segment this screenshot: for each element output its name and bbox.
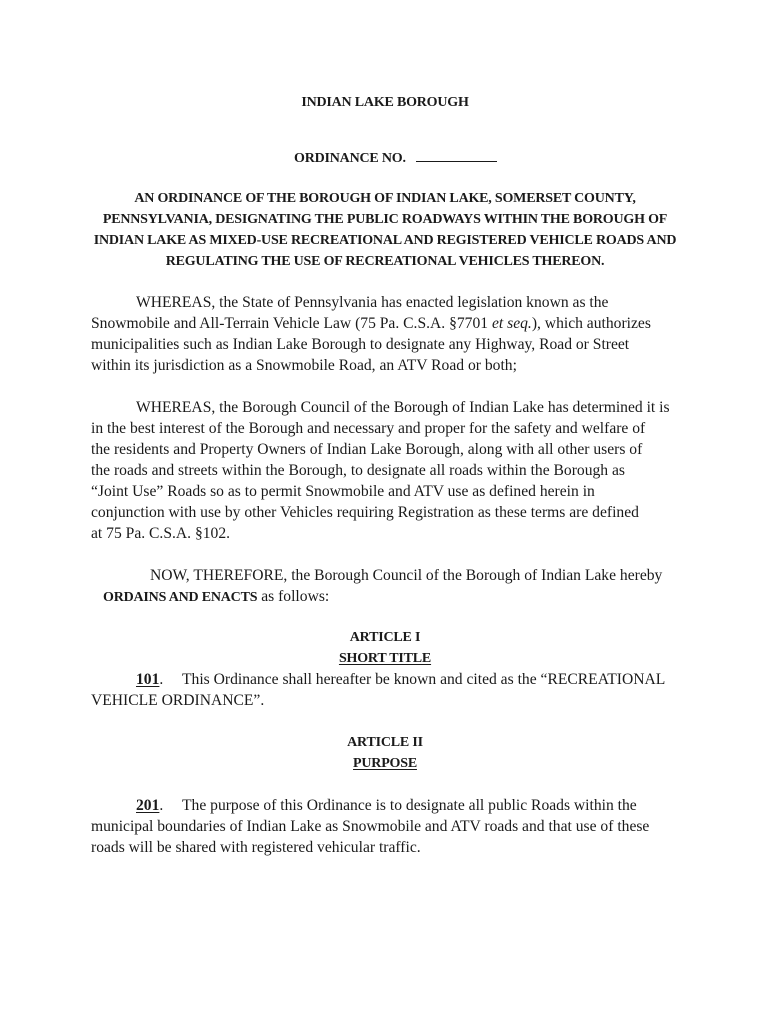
- article-1-heading: SHORT TITLE: [338, 650, 432, 666]
- text-line: municipalities such as Indian Lake Borough to designate any Highway, Road or Street: [91, 335, 630, 353]
- text-segment: The purpose of this Ordinance is to designate all public Roads within the: [182, 796, 637, 814]
- ordains-and-enacts-bold: ORDAINS AND ENACTS: [103, 589, 258, 605]
- text-line: “Joint Use” Roads so as to permit Snowmobile and ATV use as defined herein in: [91, 482, 595, 500]
- document-title: INDIAN LAKE BOROUGH: [301, 95, 469, 110]
- heading-line-2: PENNSYLVANIA, DESIGNATING THE PUBLIC ROADWAYS WITHIN THE BOROUGH OF: [102, 212, 668, 227]
- text-line: WHEREAS, the Borough Council of the Borough of Indian Lake has determined it is: [136, 398, 670, 416]
- text-line: at 75 Pa. C.S.A. §102.: [91, 524, 231, 542]
- text-segment: ), which authorizes: [531, 314, 651, 332]
- text-line: [91, 586, 731, 607]
- section-number: [136, 669, 182, 690]
- text-line: [91, 795, 731, 816]
- ordinance-number-blank: [416, 147, 497, 162]
- section-101: [91, 669, 731, 711]
- ordinance-heading: [0, 188, 770, 272]
- section-number-punct: .: [159, 796, 164, 814]
- text-line: municipal boundaries of Indian Lake as Snowmobile and ATV roads and that use of these: [91, 817, 650, 835]
- heading-line-4: REGULATING THE USE OF RECREATIONAL VEHICLES THEREON.: [165, 254, 605, 269]
- text-line: [91, 313, 731, 334]
- whereas-clause-2: [91, 397, 731, 544]
- section-201: [91, 795, 731, 858]
- heading-line-1: AN ORDINANCE OF THE BOROUGH OF INDIAN LAKE, SOMERSET COUNTY,: [134, 191, 636, 206]
- section-number: [136, 795, 182, 816]
- heading-line-3: INDIAN LAKE AS MIXED-USE RECREATIONAL AND REGISTERED VEHICLE ROADS AND: [93, 233, 677, 248]
- text-line: roads will be shared with registered vehicular traffic.: [91, 838, 421, 856]
- article-1-label: ARTICLE I: [349, 629, 421, 645]
- citation-italic: et seq.: [491, 314, 532, 332]
- article-2-label: ARTICLE II: [347, 734, 423, 750]
- text-line: in the best interest of the Borough and necessary and proper for the safety and welfare of: [91, 419, 646, 437]
- section-number-punct: .: [159, 670, 164, 688]
- enactment-clause: [91, 565, 731, 607]
- text-line: the residents and Property Owners of Indian Lake Borough, along with all other users of: [91, 440, 643, 458]
- text-line: NOW, THEREFORE, the Borough Council of the Borough of Indian Lake hereby: [150, 566, 663, 584]
- text-line: WHEREAS, the State of Pennsylvania has enacted legislation known as the: [136, 293, 609, 311]
- text-line: [91, 669, 731, 690]
- text-segment: Snowmobile and All-Terrain Vehicle Law (75 Pa. C.S.A. §7701: [91, 314, 492, 332]
- text-line: VEHICLE ORDINANCE”.: [91, 691, 265, 709]
- section-number-value: 101: [136, 670, 160, 688]
- text-line: conjunction with use by other Vehicles requiring Registration as these terms are defined: [91, 503, 639, 521]
- text-segment: This Ordinance shall hereafter be known and cited as the “RECREATIONAL: [182, 670, 666, 688]
- text-segment: as follows:: [257, 587, 330, 605]
- section-number-value: 201: [136, 796, 160, 814]
- ordinance-label: ORDINANCE NO.: [294, 150, 406, 166]
- whereas-clause-1: [91, 292, 731, 376]
- ordinance-number-line: [294, 147, 497, 168]
- text-line: within its jurisdiction as a Snowmobile Road, an ATV Road or both;: [91, 356, 517, 374]
- text-line: the roads and streets within the Borough, to designate all roads within the Borough as: [91, 461, 625, 479]
- article-2-heading: PURPOSE: [353, 755, 417, 771]
